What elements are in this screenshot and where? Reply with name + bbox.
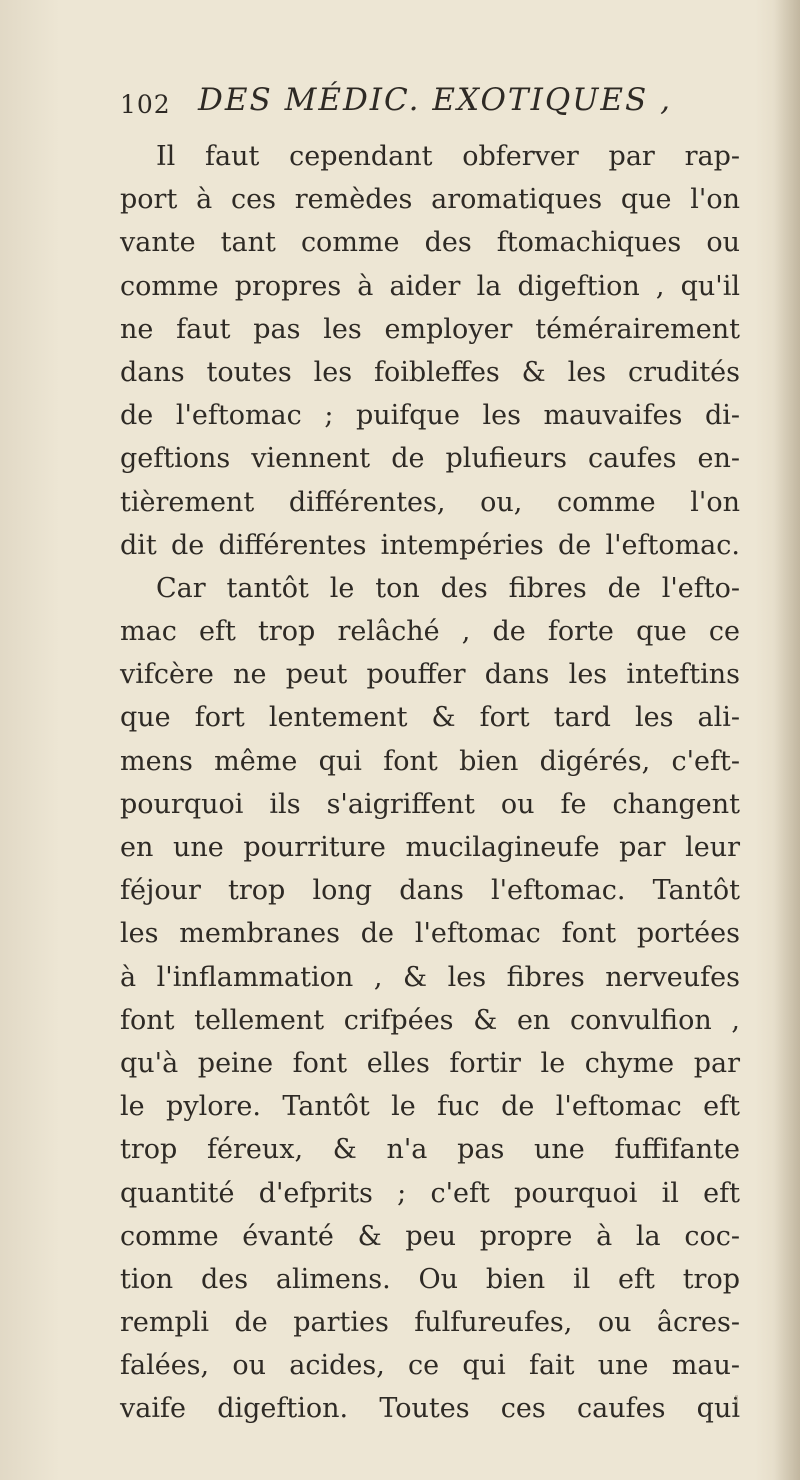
text-line: de l'eftomac ; puifque les mauvaifes di- <box>120 400 740 432</box>
text-line: vante tant comme des ftomachiques ou <box>120 227 740 259</box>
running-title: DES MÉDIC. EXOTIQUES , <box>198 82 672 118</box>
text-line: mens même qui font bien digérés, c'eft- <box>120 745 740 777</box>
text-line: Car tantôt le ton des fibres de l'efto- <box>156 572 740 604</box>
text-line: comme évanté & peu propre à la coc- <box>120 1220 740 1252</box>
text-line: port à ces remèdes aromatiques que l'on <box>120 184 740 216</box>
page-gutter-shadow <box>774 0 800 1480</box>
page-number: 102 <box>120 90 171 119</box>
text-line: tièrement différentes, ou, comme l'on <box>120 486 740 518</box>
text-line: les membranes de l'eftomac font portées <box>120 918 740 950</box>
text-line: en une pourriture mucilagineufe par leur <box>120 832 740 863</box>
text-line: à l'inflammation , & les fibres nerveufes <box>120 961 740 993</box>
text-line: comme propres à aider la digeftion , qu'il <box>120 270 740 302</box>
text-line: falées, ou acides, ce qui fait une mau- <box>120 1350 740 1382</box>
text-line: dit de différentes intempéries de l'eftomac. <box>120 529 740 561</box>
paper-speck <box>735 1395 738 1413</box>
text-line: rempli de parties fulfureufes, ou âcres- <box>120 1307 740 1339</box>
text-line: féjour trop long dans l'eftomac. Tantôt <box>120 875 740 907</box>
page-header <box>120 72 720 132</box>
text-line: font tellement crifpées & en convulfion , <box>120 1004 740 1036</box>
text-line: vaife digeftion. Toutes ces caufes qui <box>120 1393 740 1425</box>
text-line: Il faut cependant obferver par rap- <box>156 141 740 172</box>
text-line: ne faut pas les employer témérairement <box>120 313 740 345</box>
text-line: dans toutes les foibleffes & les crudités <box>120 356 740 388</box>
text-line: mac eft trop relâché , de forte que ce <box>120 616 740 648</box>
text-line: geftions viennent de plufieurs caufes en- <box>120 443 740 475</box>
body-text <box>120 135 740 1431</box>
text-line: trop féreux, & n'a pas une fuffifante <box>120 1134 740 1166</box>
text-line: vifcère ne peut pouffer dans les inteftins <box>120 659 740 691</box>
text-line: pourquoi ils s'aigriffent ou fe changent <box>120 788 740 820</box>
text-line: que fort lentement & fort tard les ali- <box>120 702 740 734</box>
text-line: le pylore. Tantôt le fuc de l'eftomac eft <box>120 1091 740 1123</box>
text-line: tion des alimens. Ou bien il eft trop <box>120 1263 740 1295</box>
text-line: quantité d'efprits ; c'eft pourquoi il eft <box>120 1177 740 1209</box>
text-line: qu'à peine font elles fortir le chyme par <box>120 1047 740 1079</box>
